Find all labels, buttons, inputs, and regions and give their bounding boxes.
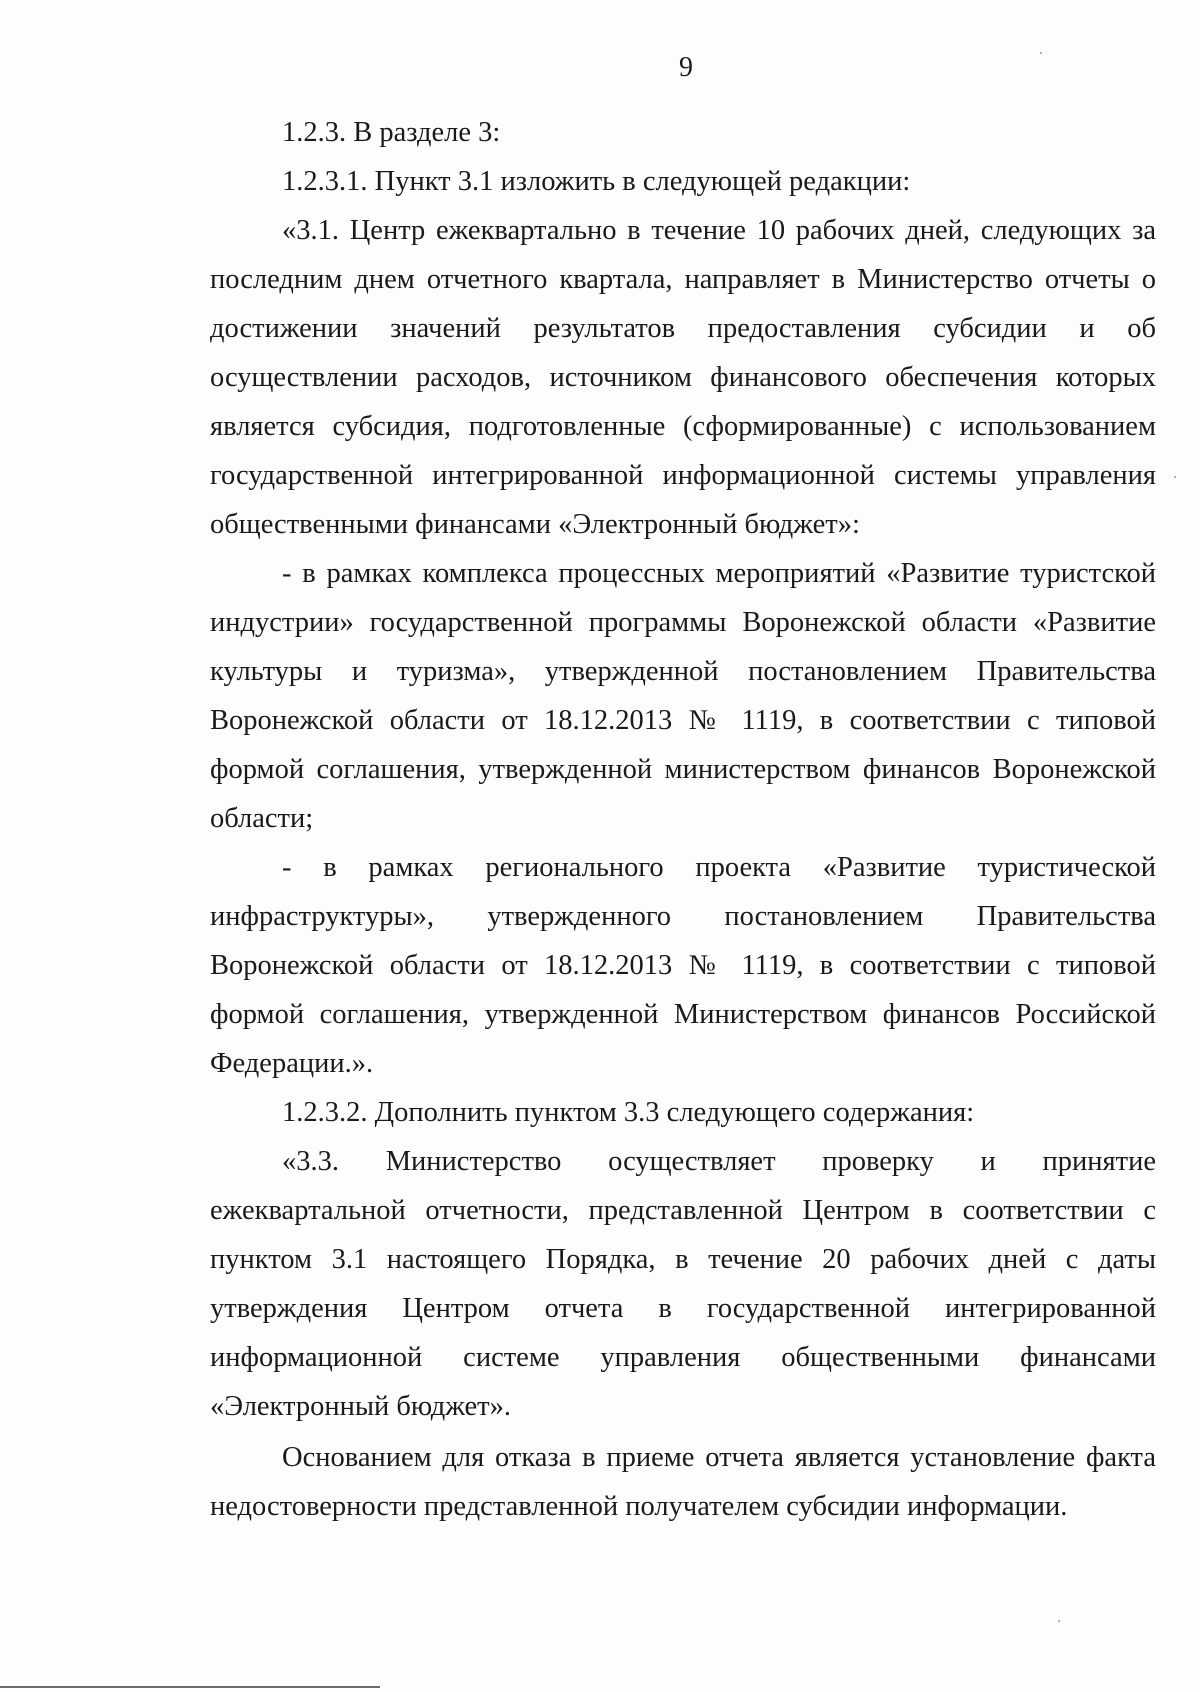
clause-1-2-3-1-paragraph: 1.2.3.1. Пункт 3.1 изложить в следующей редакции:: [282, 166, 911, 197]
clause-3-1-paragraph: «3.1. Центр ежеквартально в течение 10 рабочих дней, следующих за последним днем отчетного квартала, направляет в Министерство отчеты о достижении значений результатов предоставления субсидии и об осуществлении расходов, источником финансового обеспечения которых является субсидия, подготовленные (сформированные) с использованием государственной интегрированной информационной системы управления общественными финансами «Электронный бюджет»:: [210, 215, 1156, 540]
section-heading-paragraph: 1.2.3. В разделе 3:: [282, 117, 501, 148]
bullet-processes-paragraph: - в рамках комплекса процессных мероприятий «Развитие туристской индустрии» государственной программы Воронежской области «Развитие культуры и туризма», утвержденной постановлением Правительства Воронежской области от 18.12.2013 № 1119, в соответствии с типовой формой соглашения, утвержденной министерством финансов Воронежской области;: [210, 558, 1156, 834]
refusal-basis-paragraph: Основанием для отказа в приеме отчета является установление факта недостоверности представленной получателем субсидии информации.: [210, 1442, 1156, 1522]
page-number: 9: [679, 52, 693, 83]
scan-bottom-rule: [0, 1686, 380, 1688]
document-body: [210, 108, 1156, 1531]
scan-speck: [1174, 476, 1176, 478]
scan-speck: [1058, 1620, 1060, 1622]
scan-speck: [1040, 52, 1042, 54]
bullet-regional-project-paragraph: - в рамках регионального проекта «Развитие туристической инфраструктуры», утвержденного постановлением Правительства Воронежской области от 18.12.2013 № 1119, в соответствии с типовой формой соглашения, утвержденной Министерством финансов Российской Федерации.».: [210, 852, 1156, 1079]
clause-1-2-3-2-paragraph: 1.2.3.2. Дополнить пунктом 3.3 следующего содержания:: [282, 1097, 975, 1128]
clause-3-3-paragraph: «3.3. Министерство осуществляет проверку и принятие ежеквартальной отчетности, представленной Центром в соответствии с пунктом 3.1 настоящего Порядка, в течение 20 рабочих дней с даты утверждения Центром отчета в государственной интегрированной информационной системе управления общественными финансами «Электронный бюджет».: [210, 1146, 1156, 1422]
